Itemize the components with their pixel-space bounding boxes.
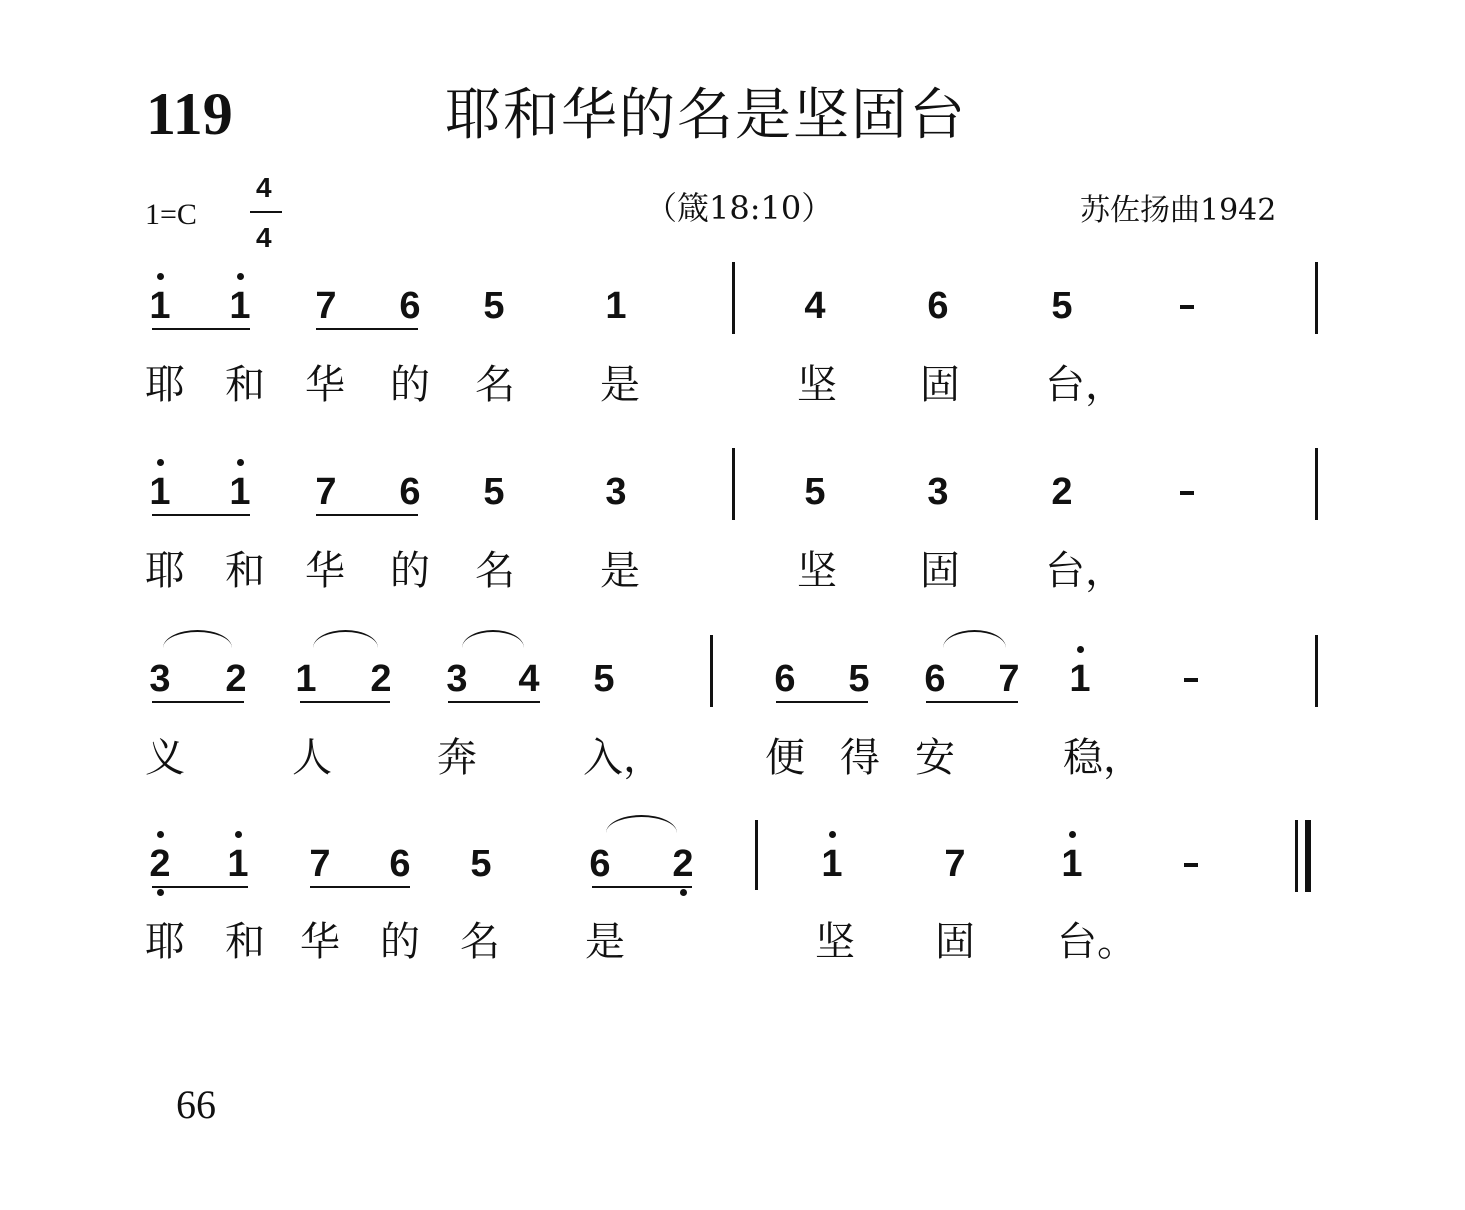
lyric: 坚	[815, 919, 855, 965]
octave-dot-above	[829, 831, 836, 838]
sustain-dash	[1180, 491, 1194, 495]
note: 1	[1069, 658, 1091, 700]
lyric: 的	[390, 548, 430, 594]
bar-line	[1315, 262, 1318, 334]
beam-underline	[310, 886, 410, 888]
note: 1	[295, 658, 317, 700]
final-bar-thick	[1305, 820, 1311, 892]
note: 3	[605, 471, 627, 513]
note: 6	[589, 843, 611, 885]
note: 6	[389, 843, 411, 885]
note: 1	[605, 285, 627, 327]
octave-dot-above	[1069, 831, 1076, 838]
note: 7	[315, 471, 337, 513]
beam-underline	[152, 328, 250, 330]
final-bar-thin	[1295, 820, 1298, 892]
beam-underline	[926, 701, 1018, 703]
lyric: 名	[460, 919, 500, 965]
octave-dot-above	[237, 273, 244, 280]
lyric: 人	[292, 735, 332, 781]
lyric: 耶	[145, 919, 185, 965]
lyric: 和	[225, 919, 265, 965]
octave-dot-above	[157, 273, 164, 280]
lyric: 得	[840, 735, 880, 781]
note: 5	[593, 658, 615, 700]
note: 7	[315, 285, 337, 327]
beam-underline	[592, 886, 692, 888]
lyric: 是	[600, 548, 640, 594]
hymn-number: 119	[146, 81, 233, 147]
beam-underline	[448, 701, 540, 703]
note: 1	[1061, 843, 1083, 885]
lyric: 耶	[145, 548, 185, 594]
lyric: 台，	[1045, 362, 1125, 408]
beam-underline	[316, 328, 418, 330]
note: 3	[446, 658, 468, 700]
lyric: 名	[475, 362, 515, 408]
lyric: 和	[225, 362, 265, 408]
lyric: 是	[600, 362, 640, 408]
note: 4	[804, 285, 826, 327]
octave-dot-above	[157, 831, 164, 838]
lyric: 是	[585, 919, 625, 965]
lyric: 华	[300, 919, 340, 965]
lyric: 入，	[583, 735, 663, 781]
slur	[462, 630, 524, 648]
lyric: 安	[915, 735, 955, 781]
hymn-title: 耶和华的名是坚固台	[445, 83, 967, 148]
note: 6	[399, 471, 421, 513]
composer-credit: 苏佐扬曲1942	[1080, 193, 1277, 228]
lyric: 固	[935, 919, 975, 965]
octave-dot-below	[680, 889, 687, 896]
note: 2	[672, 843, 694, 885]
beam-underline	[152, 514, 250, 516]
note: 5	[483, 471, 505, 513]
note: 5	[804, 471, 826, 513]
lyric: 的	[380, 919, 420, 965]
lyric: 台，	[1045, 548, 1125, 594]
beam-underline	[300, 701, 390, 703]
lyric: 和	[225, 548, 265, 594]
note: 1	[821, 843, 843, 885]
lyric: 稳，	[1063, 735, 1143, 781]
page-number: 66	[176, 1082, 216, 1127]
note: 6	[924, 658, 946, 700]
note: 7	[944, 843, 966, 885]
octave-dot-above	[237, 459, 244, 466]
beam-underline	[152, 886, 248, 888]
lyric: 便	[765, 735, 805, 781]
note: 7	[309, 843, 331, 885]
beam-underline	[316, 514, 418, 516]
key-signature: 1=C	[145, 198, 197, 231]
note: 2	[149, 843, 171, 885]
note: 5	[1051, 285, 1073, 327]
note: 2	[370, 658, 392, 700]
octave-dot-above	[235, 831, 242, 838]
note: 5	[848, 658, 870, 700]
lyric: 耶	[145, 362, 185, 408]
bar-line	[732, 262, 735, 334]
sustain-dash	[1184, 678, 1198, 682]
note: 2	[1051, 471, 1073, 513]
lyric: 华	[305, 362, 345, 408]
note: 6	[774, 658, 796, 700]
octave-dot-above	[1077, 646, 1084, 653]
slur	[943, 630, 1006, 648]
bar-line	[1315, 448, 1318, 520]
lyric: 奔	[437, 735, 477, 781]
scripture-reference: （箴18:10）	[645, 189, 834, 227]
note: 5	[483, 285, 505, 327]
lyric: 义	[145, 735, 185, 781]
note: 1	[229, 285, 251, 327]
sustain-dash	[1184, 863, 1198, 867]
octave-dot-above	[157, 459, 164, 466]
slur	[606, 815, 677, 833]
note: 1	[149, 285, 171, 327]
note: 5	[470, 843, 492, 885]
octave-dot-below	[157, 889, 164, 896]
bar-line	[732, 448, 735, 520]
lyric: 华	[305, 548, 345, 594]
note: 7	[998, 658, 1020, 700]
note: 6	[927, 285, 949, 327]
note: 1	[227, 843, 249, 885]
slur	[313, 630, 378, 648]
beam-underline	[776, 701, 868, 703]
lyric: 名	[475, 548, 515, 594]
bar-line	[710, 635, 713, 707]
note: 6	[399, 285, 421, 327]
note: 3	[149, 658, 171, 700]
lyric: 坚	[797, 548, 837, 594]
lyric: 坚	[797, 362, 837, 408]
bar-line	[755, 820, 758, 890]
note: 2	[225, 658, 247, 700]
sustain-dash	[1180, 305, 1194, 309]
lyric: 台。	[1057, 919, 1137, 965]
note: 3	[927, 471, 949, 513]
note: 1	[149, 471, 171, 513]
note: 1	[229, 471, 251, 513]
time-signature-top: 4	[256, 172, 272, 203]
lyric: 的	[390, 362, 430, 408]
bar-line	[1315, 635, 1318, 707]
time-signature-bottom: 4	[256, 222, 272, 253]
note: 4	[518, 658, 540, 700]
beam-underline	[152, 701, 244, 703]
time-signature-line	[250, 211, 282, 213]
slur	[163, 630, 232, 648]
lyric: 固	[920, 362, 960, 408]
lyric: 固	[920, 548, 960, 594]
